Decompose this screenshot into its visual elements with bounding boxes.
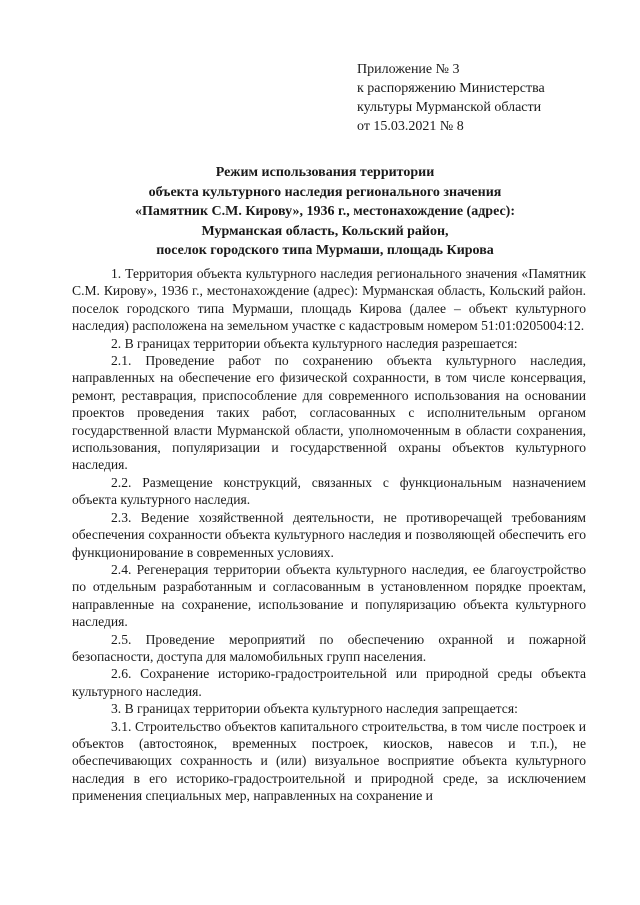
document-title	[60, 163, 590, 261]
paragraph-2-2: 2.2. Размещение конструкций, связанных с функциональным назначением объекта культурного наследия.	[72, 474, 586, 508]
paragraph-2: 2. В границах территории объекта культурного наследия разрешается:	[111, 335, 518, 351]
paragraph-2-4: 2.4. Регенерация территории объекта культурного наследия, ее благоустройство по отдельным разработанным и согласованным в установленном порядке проектам, направленные на сохранение, использование и популяризацию объекта культурного наследия.	[72, 561, 586, 630]
paragraph-2-5: 2.5. Проведение мероприятий по обеспечению охранной и пожарной безопасности, доступа для маломобильных групп населения.	[72, 631, 586, 664]
paragraph-1: 1. Территория объекта культурного наследия регионального значения «Памятник С.М. Кирову», 1936 г., местонахождение (адрес): Мурманская область, Кольский район. поселок городского типа Мурмаши, площадь Кирова (далее – объект культурного наследия) расположена на земельном участке с кадастровым номером 51:01:0205004:12.	[72, 266, 586, 334]
document-body	[72, 265, 586, 805]
title-line-5: поселок городского типа Мурмаши, площадь Кирова	[156, 243, 494, 258]
title-line-1: Режим использования территории	[215, 165, 435, 180]
annex-block	[357, 60, 617, 136]
paragraph-2-1: 2.1. Проведение работ по сохранению объекта культурного наследия, направленных на обеспечение его физической сохранности, в том числе консервация, ремонт, реставрация, приспособление для современного использования на основании проектов проведения таких работ, согласованных с исполнительным органом государственной власти Мурманской области, уполномоченным в области сохранения, использования, популяризации и государственной охраны объектов культурного наследия.	[72, 353, 586, 473]
annex-date: от 15.03.2021 № 8	[357, 119, 464, 134]
paragraph-2-3: 2.3. Ведение хозяйственной деятельности, не противоречащей требованиям обеспечения сохранности объекта культурного наследия и позволяющей обеспечить его функционирование в современных условиях.	[72, 509, 586, 560]
paragraph-2-6: 2.6. Сохранение историко-градостроительной или природной среды объекта культурного наследия.	[72, 666, 586, 699]
paragraph-3: 3. В границах территории объекта культурного наследия запрещается:	[111, 701, 518, 717]
paragraph-3-1: 3.1. Строительство объектов капитального строительства, в том числе построек и объектов (автостоянок, временных построек, киосков, навесов и т.п.), не обеспечивающих сохранность и (или) визуальное восприятие объекта культурного наследия в его историко-градостроительной и природной среде, за исключением применения специальных мер, направленных на сохранение и	[72, 718, 586, 804]
annex-number: Приложение № 3	[357, 62, 460, 77]
title-line-4: Мурманская область, Кольский район,	[201, 223, 449, 239]
annex-reference: к распоряжению Министерства	[357, 81, 545, 96]
title-line-2: объекта культурного наследия регионального значения	[148, 184, 502, 200]
annex-ministry: культуры Мурманской области	[357, 100, 542, 115]
title-line-3: «Памятник С.М. Кирову», 1936 г., местонахождение (адрес):	[134, 204, 516, 219]
